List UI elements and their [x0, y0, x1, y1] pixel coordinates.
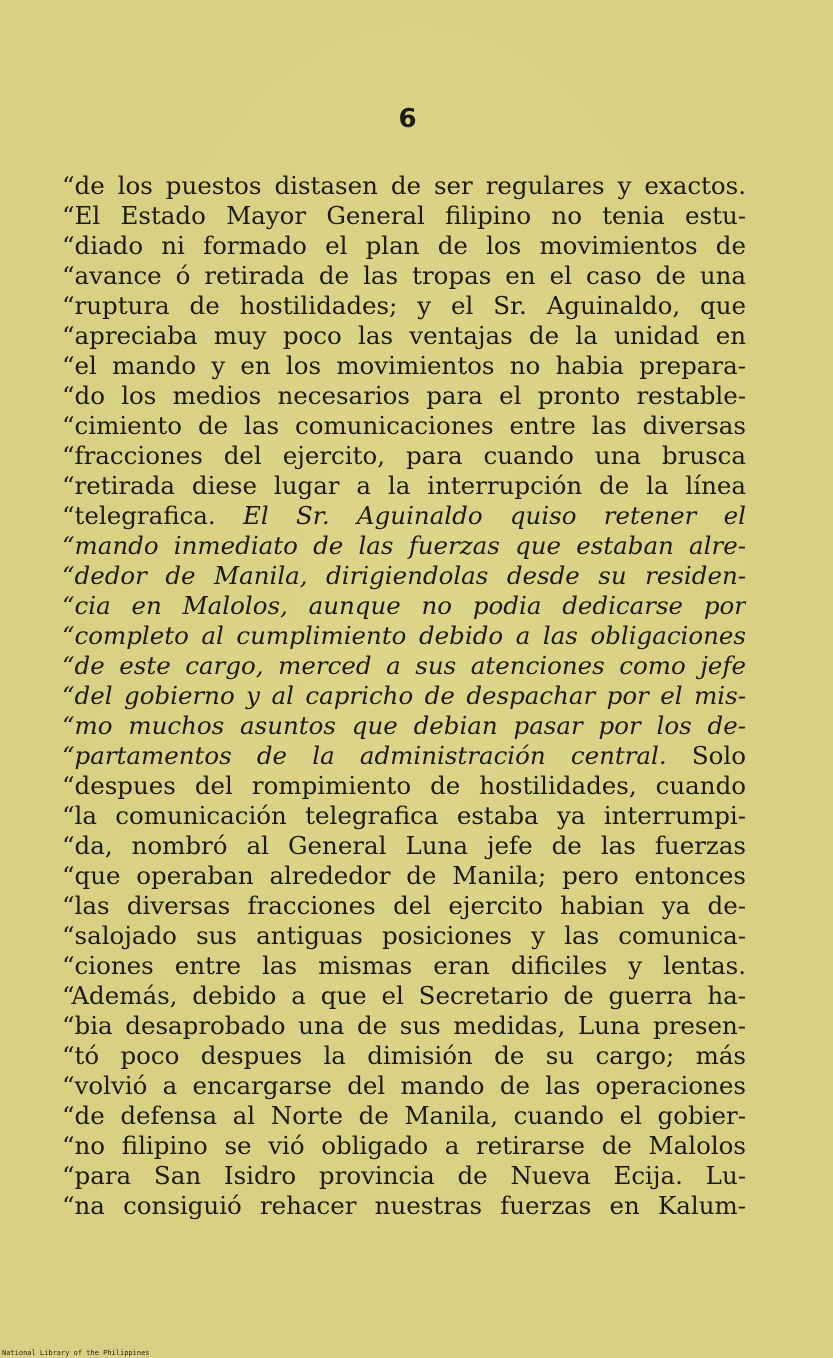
text-segment: “telegrafica.: [62, 501, 243, 530]
text-line: “salojado sus antiguas posiciones y las comunica-: [62, 921, 746, 950]
text-line: “de los puestos distasen de ser regulares y exactos.: [62, 171, 746, 200]
text-line: “para San Isidro provincia de Nueva Ecija. Lu-: [62, 1161, 746, 1190]
text-line: “no filipino se vió obligado a retirarse de Malolos: [62, 1131, 746, 1160]
text-line: “bia desaprobado una de sus medidas, Luna presen-: [62, 1011, 746, 1040]
text-segment: Solo: [666, 741, 746, 770]
text-line: “de defensa al Norte de Manila, cuando el gobier-: [62, 1101, 746, 1130]
text-line: “la comunicación telegrafica estaba ya interrumpi-: [62, 801, 746, 830]
text-line: “Además, debido a que el Secretario de guerra ha-: [62, 981, 746, 1010]
footer-watermark: National Library of the Philippines: [2, 1349, 150, 1357]
text-line: “El Estado Mayor General filipino no tenia estu-: [62, 201, 746, 230]
text-line: “completo al cumplimiento debido a las obligaciones: [62, 621, 746, 650]
text-segment-italic: “partamentos de la administración central.: [62, 741, 667, 770]
text-line: “fracciones del ejercito, para cuando una brusca: [62, 441, 746, 470]
text-line: “ruptura de hostilidades; y el Sr. Aguinaldo, que: [62, 291, 746, 320]
text-line: “cimiento de las comunicaciones entre las diversas: [62, 411, 746, 440]
text-line: [62, 501, 746, 531]
text-line: “que operaban alrededor de Manila; pero entonces: [62, 861, 746, 890]
text-line: “apreciaba muy poco las ventajas de la unidad en: [62, 321, 746, 350]
text-line: “despues del rompimiento de hostilidades, cuando: [62, 771, 746, 800]
text-line: “da, nombró al General Luna jefe de las fuerzas: [62, 831, 746, 860]
text-line: “el mando y en los movimientos no habia prepara-: [62, 351, 746, 380]
text-line: “del gobierno y al capricho de despachar por el mis-: [62, 681, 746, 710]
text-segment-italic: El Sr. Aguinaldo quiso retener el: [242, 501, 746, 530]
text-line: [62, 741, 746, 771]
text-line: “na consiguió rehacer nuestras fuerzas en Kalum-: [62, 1191, 746, 1220]
page-number: 6: [398, 104, 417, 134]
text-line: “do los medios necesarios para el pronto restable-: [62, 381, 746, 410]
text-line: “dedor de Manila, dirigiendolas desde su residen-: [62, 561, 746, 590]
text-line: “retirada diese lugar a la interrupción de la línea: [62, 471, 746, 500]
text-line: “tó poco despues la dimisión de su cargo; más: [62, 1041, 746, 1070]
text-line: “volvió a encargarse del mando de las operaciones: [62, 1071, 746, 1100]
text-line: “avance ó retirada de las tropas en el caso de una: [62, 261, 746, 290]
text-line: “diado ni formado el plan de los movimientos de: [62, 231, 746, 260]
text-line: “mando inmediato de las fuerzas que estaban alre-: [62, 531, 746, 560]
text-line: “de este cargo, merced a sus atenciones como jefe: [62, 651, 746, 680]
text-line: “ciones entre las mismas eran dificiles y lentas.: [62, 951, 746, 980]
text-line: “cia en Malolos, aunque no podia dedicarse por: [62, 591, 746, 620]
text-line: “las diversas fracciones del ejercito habian ya de-: [62, 891, 746, 920]
body-text: [62, 171, 746, 1221]
text-line: “mo muchos asuntos que debian pasar por los de-: [62, 711, 746, 740]
